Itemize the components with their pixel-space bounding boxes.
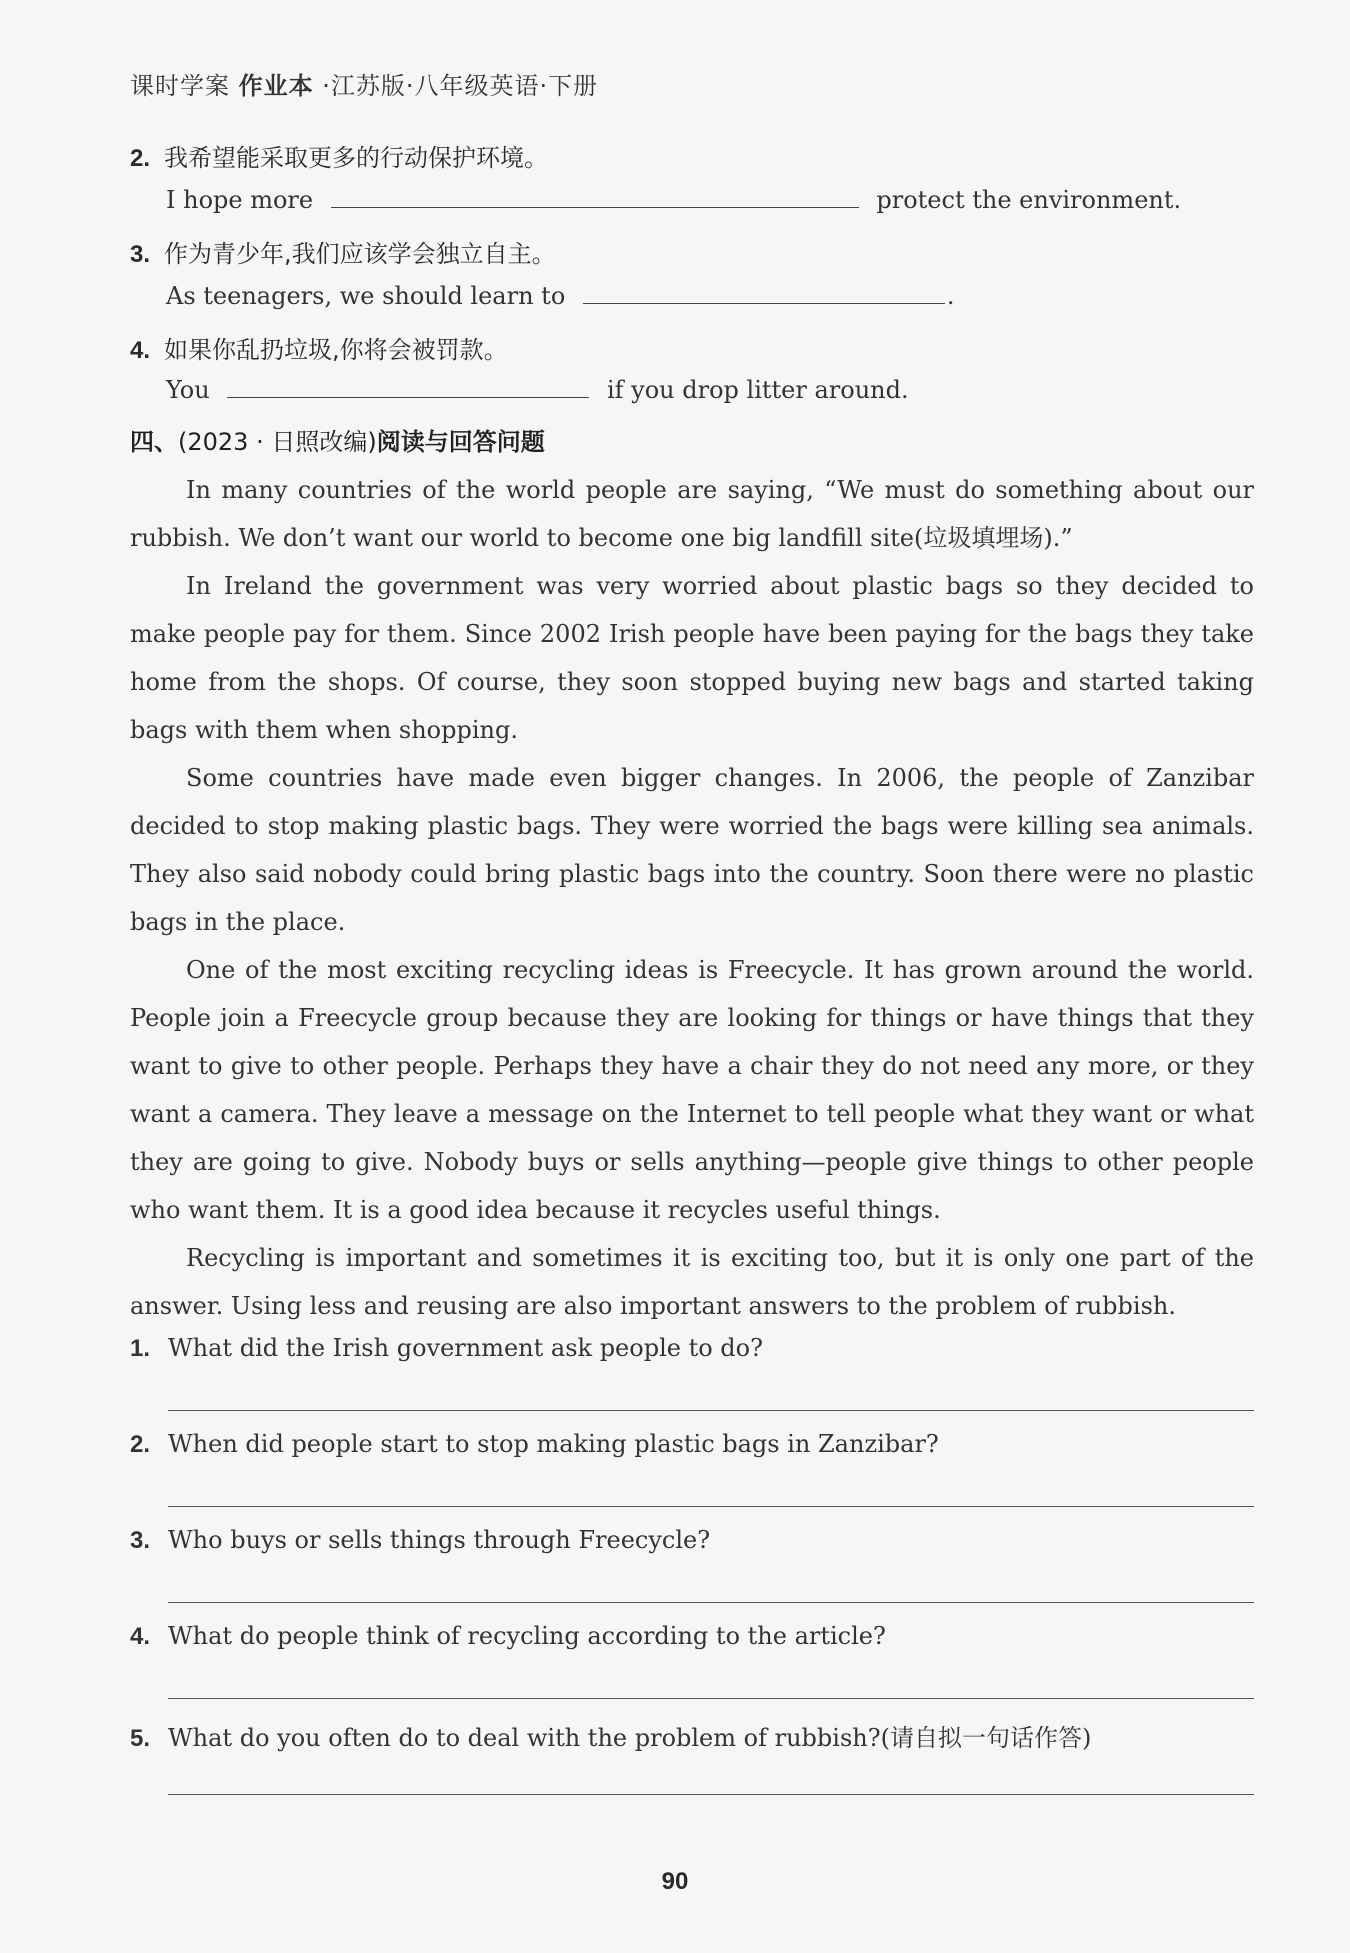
english-before: I hope more xyxy=(166,186,314,214)
header-book: 课时学案 xyxy=(130,72,230,100)
question-text: When did people start to stop making plastic bags in Zanzibar? xyxy=(168,1430,939,1458)
question-text: What do you often do to deal with the problem of rubbish?(请自拟一句话作答) xyxy=(168,1724,1092,1752)
item-number: 3. xyxy=(130,241,151,268)
section-title: 阅读与回答问题 xyxy=(376,428,545,456)
question-1 xyxy=(130,1334,1254,1363)
question-number: 5. xyxy=(130,1725,151,1752)
chinese-sentence: 作为青少年,我们应该学会独立自主。 xyxy=(164,240,556,268)
question-number: 4. xyxy=(130,1623,151,1650)
question-3 xyxy=(130,1526,1254,1555)
english-after: protect the environment. xyxy=(876,186,1182,214)
passage-paragraph: One of the most exciting recycling ideas is Freecycle. It has grown around the world. People join a Freecycle group because they are looking for things or have things that they want to give to other people. Perhaps they have a chair they do not need any more, or they want a camera. They leave a message on the Internet to tell people what they want or what they are going to give. Nobody buys or sells anything—people give things to other people who want them. It is a good idea because it recycles useful things. xyxy=(130,956,1254,1224)
translation-item-2 xyxy=(130,138,548,173)
fill-blank[interactable] xyxy=(331,189,859,208)
header-series: 作业本 xyxy=(238,72,314,100)
english-after: if you drop litter around. xyxy=(606,376,909,404)
header-edition: ·江苏版·八年级英语·下册 xyxy=(322,72,599,100)
english-before: You xyxy=(166,376,210,404)
english-line-4 xyxy=(166,376,909,404)
passage-paragraph: In many countries of the world people are saying, “We must do something about our rubbish. We don’t want our world to become one big landfill site(垃圾填埋场).” xyxy=(130,476,1254,552)
english-after: . xyxy=(946,282,955,310)
answer-line-2[interactable] xyxy=(168,1506,1254,1507)
fill-blank[interactable] xyxy=(583,285,945,304)
question-2 xyxy=(130,1430,1254,1459)
question-text: What do people think of recycling according to the article? xyxy=(168,1622,886,1650)
question-5 xyxy=(130,1718,1254,1753)
question-number: 1. xyxy=(130,1335,151,1362)
question-number: 3. xyxy=(130,1527,151,1554)
passage-paragraph: Some countries have made even bigger changes. In 2006, the people of Zanzibar decided to stop making plastic bags. They were worried the bags were killing sea animals. They also said nobody could bring plastic bags into the country. Soon there were no plastic bags in the place. xyxy=(130,764,1254,936)
page-number: 90 xyxy=(661,1868,689,1895)
section-heading xyxy=(130,422,545,457)
chinese-sentence: 如果你乱扔垃圾,你将会被罚款。 xyxy=(164,336,508,364)
running-header xyxy=(130,66,598,101)
question-4 xyxy=(130,1622,1254,1651)
item-number: 2. xyxy=(130,145,151,172)
question-text: Who buys or sells things through Freecycle? xyxy=(168,1526,711,1554)
english-line-3 xyxy=(166,282,955,310)
fill-blank[interactable] xyxy=(227,379,589,398)
english-line-2 xyxy=(166,186,1181,214)
chinese-sentence: 我希望能采取更多的行动保护环境。 xyxy=(164,144,548,172)
section-number: 四、 xyxy=(130,428,178,456)
section-source: (2023 · 日照改编) xyxy=(178,428,377,456)
answer-line-4[interactable] xyxy=(168,1698,1254,1699)
answer-line-1[interactable] xyxy=(168,1410,1254,1411)
english-before: As teenagers, we should learn to xyxy=(166,282,566,310)
question-number: 2. xyxy=(130,1431,151,1458)
passage-paragraph: In Ireland the government was very worried about plastic bags so they decided to make people pay for them. Since 2002 Irish people have been paying for the bags they take home from the shops. Of course, they soon stopped buying new bags and started taking bags with them when shopping. xyxy=(130,572,1254,744)
reading-passage xyxy=(130,466,1254,1330)
translation-item-4 xyxy=(130,330,508,365)
answer-line-5[interactable] xyxy=(168,1794,1254,1795)
item-number: 4. xyxy=(130,337,151,364)
translation-item-3 xyxy=(130,234,556,269)
answer-line-3[interactable] xyxy=(168,1602,1254,1603)
question-text: What did the Irish government ask people to do? xyxy=(168,1334,763,1362)
passage-paragraph: Recycling is important and sometimes it is exciting too, but it is only one part of the answer. Using less and reusing are also important answers to the problem of rubbish. xyxy=(130,1244,1254,1320)
